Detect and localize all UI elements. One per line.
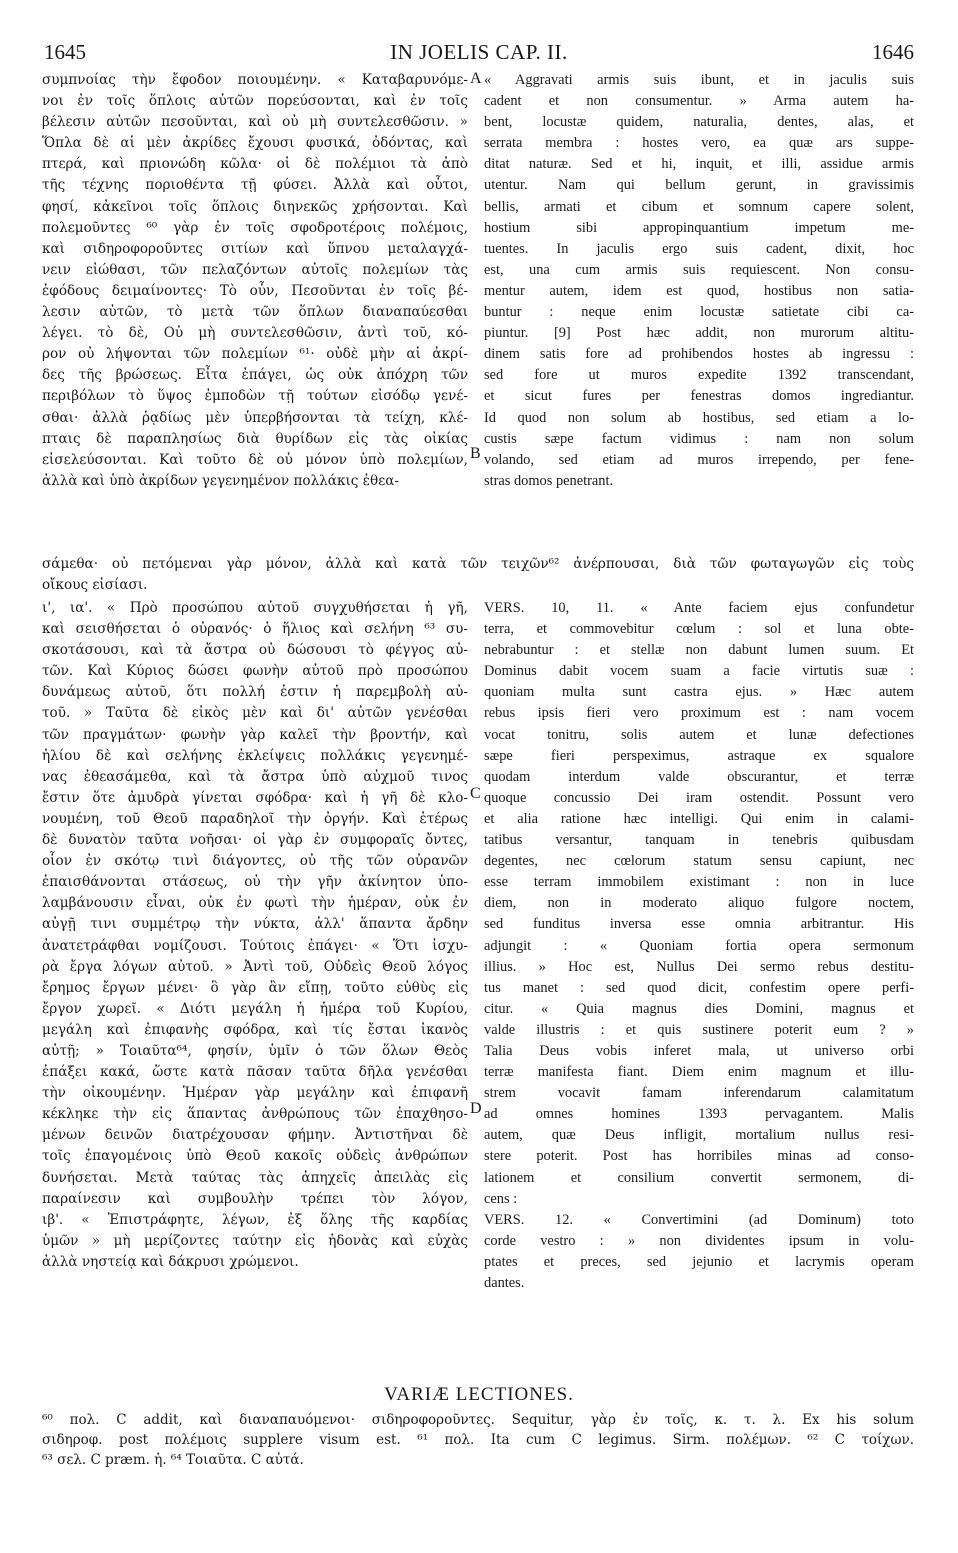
greek-text-line: λέγει. τὸ δὲ, Οὐ μὴ συντελεσθῶσιν, ἀντὶ τοῦ, κό-	[42, 325, 468, 342]
greek-text-line: ἀλλὰ καὶ ὑπὸ ἀκρίδων γεγενημένον πολλάκις ἐθεα-	[42, 472, 400, 489]
variae-lectiones-title: VARIÆ LECTIONES.	[384, 1384, 574, 1405]
greek-text-line: αὐτῇ; » Τοιαῦτα⁶⁴, φησίν, ὑμῖν ὁ τῶν ὅλων Θεὸς	[42, 1042, 468, 1059]
latin-text-line: ad omnes homines 1393 pervagantem. Malis	[484, 1106, 914, 1123]
latin-text-line: valde illustris : et quis sustinere poterit eum ? »	[484, 1021, 914, 1038]
full-width-lines	[42, 554, 914, 596]
latin-text-line: sed funditus inversa esse omnia arbitrantur. His	[484, 916, 914, 933]
latin-column-bottom	[484, 598, 914, 1294]
latin-text-line: terræ manifesta fiant. Diem enim magnum et illu-	[484, 1064, 914, 1081]
section-marker-c: C	[470, 785, 481, 802]
greek-text-line: πτερά, καὶ πριονώδη κῶλα· οἱ δὲ πολέμιοι τὰ ἀπὸ	[42, 156, 468, 173]
latin-text-line: sæpe fieri perspeximus, astraque ex squalore	[484, 747, 914, 764]
latin-text-line: hostium sibi appropinquantium impetum me-	[484, 219, 914, 236]
variant-note-line: σιδηροφ. post πολέμοις supplere visum est. ⁶¹ πολ. Ita cum C legimus. Sirm. πολέμων. ⁶² C τοίχων.	[42, 1432, 914, 1448]
greek-text-line: δες τῆς βρώσεως. Εἶτα ἐπάγει, ὡς οὐκ ἀπόχρη τῶν	[42, 367, 468, 384]
variae-lectiones-notes	[42, 1410, 914, 1470]
greek-text-line: ρὰ ἔργα λόγων αὐτοῦ. » Ἀντὶ τοῦ, Οὐδεὶς Θεοῦ λόγος	[42, 958, 468, 975]
latin-text-line: custis sæpe factum vidimus : nam non solum	[484, 430, 914, 447]
greek-text-line: καὶ σιδηροφοροῦντες σιτίων καὶ ὕπνου μεταλαγχά-	[42, 240, 468, 257]
latin-text-line: cens :	[484, 1190, 518, 1207]
latin-text-line: dantes.	[484, 1275, 525, 1291]
latin-text-line: VERS. 12. « Convertimini (ad Dominum) toto	[484, 1211, 914, 1228]
latin-text-line: corde vestro : » non dividentes ipsum in volu-	[484, 1232, 914, 1249]
latin-text-line: bellis, armati et cibum et somnum capere solent,	[484, 198, 914, 215]
latin-text-line: sed fore ut muros expedite 1392 transcendant,	[484, 367, 914, 384]
latin-text-line: ditat naturæ. Sed et hi, inquit, et illi, assidue armis	[484, 156, 914, 173]
greek-text-line: σθαι· ἀλλὰ ῥᾳδίως μὲν ὑπερβήσονται τὰ τείχη, κλέ-	[42, 409, 468, 426]
greek-text-line: καὶ σεισθήσεται ὁ οὐρανός· ὁ ἥλιος καὶ σελήνη ⁶³ συ-	[42, 621, 468, 638]
variant-note-line: ⁶³ σελ. C præm. ἡ. ⁶⁴ Τοιαῦτα. C αὐτά.	[42, 1452, 304, 1468]
greek-text-line: δυνήσεται. Μετὰ ταύτας τὰς ἀπηχεῖς ἀπειλὰς εἰς	[42, 1169, 468, 1186]
latin-text-line: mentur autem, idem est quod, hostibus non satia-	[484, 282, 914, 299]
latin-text-line: tatibus versantur, tanquam in tenebris quibusdam	[484, 832, 914, 849]
greek-column-top	[42, 70, 468, 492]
latin-text-line: ptates et preces, sed jejunio et lacrymis operam	[484, 1253, 914, 1270]
variant-note-line: ⁶⁰ πολ. C addit, καὶ διαναπαυόμενοι· σιδηροφοροῦντες. Sequitur, γὰρ ἐν τοῖς, κ. τ. λ. Ex his solum	[42, 1412, 914, 1428]
greek-text-line: σκοτάσουσι, καὶ τὰ ἄστρα οὐ δώσουσι τὸ φέγγος αὐ-	[42, 642, 468, 659]
latin-text-line: piuntur. [9] Post hæc addit, non murorum altitu-	[484, 325, 914, 342]
greek-text-line: μεγάλη καὶ ἐπιφανὴς σφόδρα, καὶ τίς ἔσται ἱκανὸς	[42, 1021, 468, 1038]
latin-text-line: Talia Deus vobis inferet mala, ut universo orbi	[484, 1042, 914, 1059]
greek-text-line: ρον οὐ λήψονται τῶν πολεμίων ⁶¹· οὐδὲ μὴν αἱ ἀκρί-	[42, 346, 468, 363]
latin-text-line: tuentes. In jaculis ergo suis cadent, dixit, hoc	[484, 240, 914, 257]
latin-text-line: quoniam multa sunt castra ejus. » Hæc autem	[484, 684, 914, 701]
latin-text-line: Id quod non solum ab hostibus, sed etiam a lo-	[484, 409, 914, 426]
greek-text-line: αὐγῇ τινι συμμέτρῳ τὴν νύκτα, ἀλλ' ἅπαντα ἄρδην	[42, 916, 468, 933]
latin-text-line: VERS. 10, 11. « Ante faciem ejus confundetur	[484, 600, 914, 616]
greek-text-line: εἰσελεύσονται. Καὶ τοῦτο δὲ οὐ μόνον ὑπὸ πολεμίων,	[42, 451, 468, 468]
greek-text-line: οἴκους εἰσίασι.	[42, 577, 148, 594]
latin-text-line: strem vocavit famam inferendarum calamitatum	[484, 1085, 914, 1102]
greek-text-line: νας ἐθεασάμεθα, καὶ τὰ ἄστρα ὑπὸ αὐχμοῦ τινος	[42, 768, 468, 785]
latin-text-line: est, una cum armis suis requiescent. Non consu-	[484, 261, 914, 278]
greek-text-line: λαμβάνουσιν εἶναι, οὐκ ἐν φωτὶ τὴν ἡμέραν, οὐκ ἐν	[42, 895, 468, 912]
latin-text-line: illius. » Hoc est, Nullus Dei sermo rebus destitu-	[484, 958, 914, 975]
greek-text-line: ἀνατετράφθαι νομίζουσι. Τούτοις ἐπάγει· « Ὅτι ἰσχυ-	[42, 937, 468, 954]
greek-text-line: δὲ δυνατὸν ταῦτα νοῆσαι· οἱ γὰρ ἐν συμφοραῖς ὄντες,	[42, 832, 468, 849]
latin-text-line: buntur : neque enim locustæ satietate cibi ca-	[484, 304, 914, 321]
latin-text-line: nebrabuntur : et stellæ non dabunt lumen suum. Et	[484, 642, 914, 659]
greek-text-line: ἐφόδους δειμαίνοντες· Τὸ οὖν, Πεσοῦνται ἐν τοῖς βέ-	[42, 282, 468, 299]
greek-text-line: ἡλίου δὲ καὶ σελήνης ἐκλείψεις πολλάκις γεγενημέ-	[42, 747, 468, 764]
greek-text-line: σάμεθα· οὐ πετόμεναι γὰρ μόνον, ἀλλὰ καὶ κατὰ τῶν τειχῶν⁶² ἀνέρπουσαι, διὰ τῶν φωταγωγῶν εἰς τοὺς	[42, 556, 914, 572]
running-title: IN JOELIS CAP. II.	[390, 40, 568, 64]
greek-text-line: δυνάμεως αὐτοῦ, ὅτι πολλή ἐστιν ἡ παρεμβολὴ αὐ-	[42, 684, 468, 701]
latin-text-line: esse terram immobilem existimant : non in luce	[484, 874, 914, 891]
latin-text-line: adjungit : « Quoniam fortia opera sermonum	[484, 937, 914, 954]
greek-text-line: πολεμοῦντες ⁶⁰ γὰρ ἐν τοῖς σφοδροτέροις πολέμοις,	[42, 219, 468, 236]
latin-text-line: quodam interdum valde obscurantur, et terræ	[484, 768, 914, 785]
page-header	[44, 40, 914, 66]
right-page-number: 1646	[872, 40, 914, 64]
latin-text-line: dinem satis fore ad prohibendos hostes ab ingressu :	[484, 346, 914, 363]
latin-text-line: cadent et non consumentur. » Arma autem ha-	[484, 93, 914, 110]
latin-text-line: stras domos penetrant.	[484, 472, 614, 489]
greek-text-line: κέκληκε τὴν εἰς ἅπαντας ἀνθρώπους τῶν ἐπαχθησο-	[42, 1106, 468, 1123]
latin-text-line: stere poterit. Post has horribiles minas ad conso-	[484, 1148, 914, 1165]
greek-text-line: ἀλλὰ νηστείᾳ καὶ δάκρυσι χρώμενοι.	[42, 1253, 299, 1270]
greek-text-line: νουμένη, τοῦ Θεοῦ παραδηλοῖ τὴν ὀργήν. Καὶ ἑτέρως	[42, 810, 468, 827]
greek-text-line: ἔρημος ἔργων μένει· ὃ γὰρ ἂν εἴπῃ, τοῦτο εὐθὺς εἰς	[42, 979, 468, 996]
greek-text-line: τοῦ. » Ταῦτα δὲ εἰκὸς μὲν καὶ δι' αὐτῶν γενέσθαι	[42, 705, 468, 722]
section-marker-b: B	[470, 445, 481, 462]
greek-text-line: τῶν πραγμάτων· φωνὴν γὰρ καλεῖ τὴν βροντήν, καὶ	[42, 726, 468, 743]
greek-text-line: οἷον ἐν σκότῳ τινὶ διάγοντες, οὐ τῆς τῶν οὐρανῶν	[42, 853, 468, 870]
greek-text-line: ἐπάξει κακά, ὥστε κατὰ πᾶσαν ταῦτα δῆλα γενέσθαι	[42, 1064, 468, 1081]
left-page-number: 1645	[44, 40, 86, 64]
greek-text-line: νοι ἐν τοῖς ὅπλοις αὐτῶν πορεύσονται, καὶ ἐν τοῖς	[42, 93, 468, 110]
greek-text-line: νειν εἰώθασι, τῶν πελαζόντων αὐτοῖς πολεμίων τὰς	[42, 261, 468, 278]
latin-text-line: et sicut fures per fenestras domos ingrediantur.	[484, 388, 914, 405]
greek-column-bottom	[42, 598, 468, 1273]
greek-text-line: φησί, κἀκεῖνοι τοῖς ὅπλοις διηνεκῶς χρήσονται. Καὶ	[42, 198, 468, 215]
latin-text-line: « Aggravati armis suis ibunt, et in jaculis suis	[484, 72, 914, 88]
latin-text-line: autem, quæ Deus infligit, mortalium nullus resi-	[484, 1127, 914, 1144]
latin-text-line: rebus ipsis fieri vero proximum est : nam vocem	[484, 705, 914, 722]
greek-text-line: βέλεσιν αὐτῶν πεσοῦνται, καὶ οὐ μὴ συντελεσθῶσιν. »	[42, 114, 468, 131]
greek-text-line: τὴν οἰκουμένην. Ἡμέραν γὰρ μεγάλην καὶ ἐπιφανῆ	[42, 1085, 468, 1102]
greek-text-line: παραίνεσιν καὶ συμβουλὴν τρέπει τὸν λόγον,	[42, 1190, 468, 1207]
latin-text-line: Dominus dabit vocem suam a facie virtutis suæ :	[484, 663, 914, 680]
greek-text-line: συμπνοίας τὴν ἔφοδον ποιουμένην. « Καταβαρυνόμε-	[42, 72, 468, 88]
latin-text-line: citur. « Quia magnus dies Domini, magnus et	[484, 1000, 914, 1017]
latin-text-line: terra, et commovebitur cœlum : sol et luna obte-	[484, 621, 914, 638]
greek-text-line: ιβ'. « Ἐπιστράφητε, λέγων, ἐξ ὅλης τῆς καρδίας	[42, 1211, 468, 1228]
section-marker-a: A	[470, 70, 482, 87]
greek-text-line: λεσιν αὐτῶν, τὸ μετὰ τῶν ὅπλων διαναπαύεσθαι	[42, 304, 468, 321]
greek-text-line: ἐπαισθάνονται στάσεως, οὐ τὴν γῆν ἀκίνητον ὑπο-	[42, 874, 468, 891]
latin-text-line: volando, sed etiam ad muros irrependo, per fene-	[484, 451, 914, 468]
latin-text-line: degentes, nec cœlorum statum sensu capiunt, nec	[484, 853, 914, 870]
latin-text-line: serrata membra : hostes vero, ea quæ ars suppe-	[484, 135, 914, 152]
latin-text-line: et alia ratione hæc intelligi. Qui enim in calami-	[484, 810, 914, 827]
greek-text-line: πταις δὲ παραπλησίως διὰ θυρίδων εἰς τὰς οἰκίας	[42, 430, 468, 447]
greek-text-line: Ὅπλα δὲ αἱ μὲν ἀκρίδες ἔχουσι φυσικά, ὀδόντας, καὶ	[42, 135, 468, 152]
greek-text-line: ὑμῶν » μὴ μερίζοντες ταύτην εἰς ἡδονὰς καὶ εὐχὰς	[42, 1232, 468, 1249]
greek-text-line: περιβόλων τὸ ὕψος ἐμποδὼν τῇ τούτων εἰσόδῳ γενέ-	[42, 388, 468, 405]
greek-text-line: τῆς τέχνης ποριοθέντα τῇ φύσει. Ἀλλὰ καὶ οὗτοι,	[42, 177, 468, 194]
latin-text-line: bent, locustæ quidem, naturalia, dentes, alas, et	[484, 114, 914, 131]
latin-text-line: vocat tonitru, solis autem et lunæ defectiones	[484, 726, 914, 743]
greek-text-line: ἔργον χωρεῖ. « Διότι μεγάλη ἡ ἡμέρα τοῦ Κυρίου,	[42, 1000, 468, 1017]
latin-text-line: quoque concussio Dei iram ostendit. Possunt vero	[484, 789, 914, 806]
section-marker-d: D	[470, 1100, 482, 1117]
greek-text-line: ἔστιν ὅτε ἀμυδρὰ γίνεται σφόδρα· καὶ ἡ γῆ δὲ κλο-	[42, 789, 468, 806]
greek-text-line: μένων δεινῶν διατρέχουσαν φήμην. Ἀντιστῆναι δὲ	[42, 1127, 468, 1144]
latin-text-line: utentur. Nam qui bellum gerunt, in gravissimis	[484, 177, 914, 194]
greek-text-line: ι', ια'. « Πρὸ προσώπου αὐτοῦ συγχυθήσεται ἡ γῆ,	[42, 600, 468, 616]
greek-text-line: τῶν. Καὶ Κύριος δώσει φωνὴν αὐτοῦ πρὸ προσώπου	[42, 663, 468, 680]
latin-text-line: diem, non in moderato aliquo fulgore noctem,	[484, 895, 914, 912]
greek-text-line: τοῖς ἐπαγομένοις ὑπὸ Θεοῦ κακοῖς οὐδεὶς ἀνθρώπων	[42, 1148, 468, 1165]
latin-text-line: lationem et consilium convertit sermonem, di-	[484, 1169, 914, 1186]
latin-text-line: tus manet : sed quod dicit, confestim opere perfi-	[484, 979, 914, 996]
latin-column-top	[484, 70, 914, 492]
